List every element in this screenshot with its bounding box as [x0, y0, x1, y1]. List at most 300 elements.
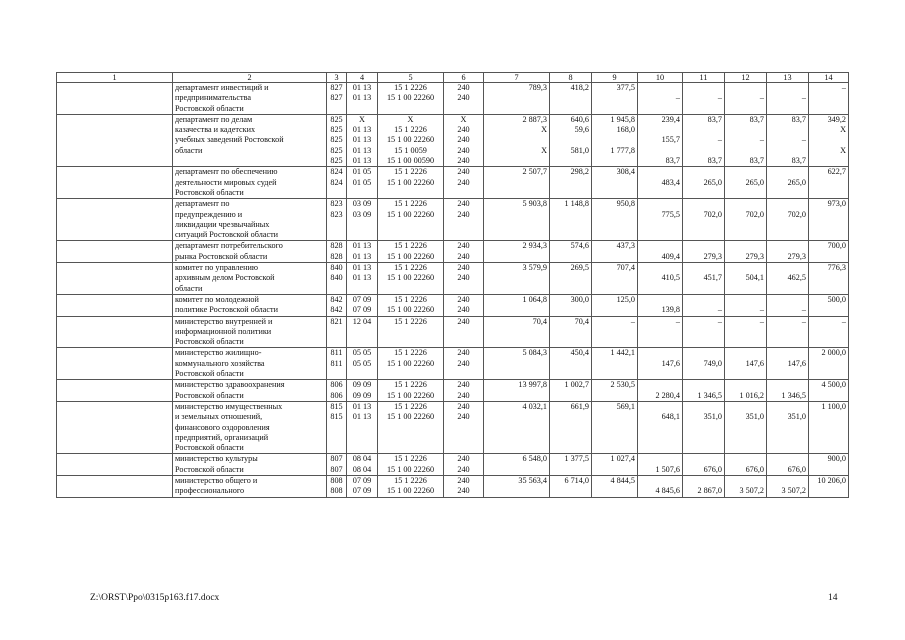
value-2020-cell	[809, 348, 849, 380]
ministry-code-cell	[327, 263, 347, 295]
cell-value: 828	[330, 251, 343, 261]
cell-value: 240	[457, 209, 470, 219]
cell-value: 15 1 2226	[394, 125, 427, 135]
agency-name-line: министерство общего и	[175, 475, 258, 485]
cell-value: 5 084,3	[522, 348, 547, 358]
cell-value: 500,0	[827, 294, 846, 304]
header-cell: 6	[444, 73, 484, 83]
cell-value: 240	[457, 177, 470, 187]
agency-name-line: Ростовской области	[175, 103, 244, 113]
cell-value	[811, 135, 846, 145]
cell-value: 01 13	[352, 273, 372, 283]
cell-value	[486, 135, 547, 145]
value-2015-cell	[592, 348, 638, 380]
cell-value: 59,6	[574, 125, 589, 135]
cell-value: 6 714,0	[564, 475, 589, 485]
cell-value: 240	[457, 83, 470, 92]
section-code-cell	[347, 380, 378, 402]
agency-name-line: учебных заведений Ростовской	[175, 135, 284, 145]
cell-value: 240	[457, 305, 470, 315]
cell-value: 840	[330, 273, 343, 283]
cell-value: 15 1 00 22260	[386, 390, 435, 400]
cell-value	[640, 199, 680, 209]
value-2019-cell	[767, 263, 809, 295]
value-2018-cell	[725, 167, 767, 199]
cell-value: 351,0	[787, 412, 806, 422]
agency-name-cell	[173, 380, 327, 402]
value-2019-cell	[767, 380, 809, 402]
value-2019-cell	[767, 454, 809, 476]
cell-value: 2 934,3	[522, 241, 547, 251]
value-2016-cell	[638, 114, 683, 166]
value-2020-cell	[809, 401, 849, 453]
ministry-code-cell	[327, 316, 347, 348]
cell-value: 01 13	[352, 251, 372, 261]
ministry-code-cell	[327, 380, 347, 402]
cell-value	[727, 146, 764, 156]
section-code-cell	[347, 83, 378, 115]
target-article-cell	[378, 294, 444, 316]
empty-cell	[57, 454, 173, 476]
expense-type-cell	[444, 380, 484, 402]
agency-name-line: области	[175, 145, 203, 155]
value-2019-cell	[767, 401, 809, 453]
cell-value: 168,0	[616, 125, 635, 135]
cell-value	[685, 476, 722, 486]
cell-value	[486, 156, 547, 166]
value-2019-cell	[767, 241, 809, 263]
cell-value: 139,8	[661, 305, 680, 315]
cell-value: X	[460, 114, 467, 124]
cell-value: 1 507,6	[655, 464, 680, 474]
table-row	[57, 348, 849, 380]
cell-value	[727, 476, 764, 486]
agency-name-line: и земельных отношений,	[175, 412, 263, 422]
ministry-code-cell	[327, 475, 347, 497]
cell-value: 1 346,5	[781, 390, 806, 400]
cell-value: 409,4	[661, 251, 680, 261]
value-2018-cell	[725, 401, 767, 453]
expense-type-cell	[444, 241, 484, 263]
cell-value: 840	[330, 263, 343, 273]
value-2016-cell	[638, 167, 683, 199]
value-2020-cell	[809, 316, 849, 348]
value-2016-cell	[638, 263, 683, 295]
ministry-code-cell	[327, 241, 347, 263]
cell-value: 240	[457, 358, 470, 368]
cell-value: 640,6	[570, 114, 589, 124]
cell-value	[640, 402, 680, 412]
cell-value: 01 13	[352, 156, 372, 166]
section-code-cell	[347, 294, 378, 316]
cell-value	[685, 241, 722, 251]
value-2016-cell	[638, 316, 683, 348]
cell-value: 15 1 00 22260	[386, 93, 435, 103]
agency-name-cell	[173, 241, 327, 263]
cell-value	[727, 263, 764, 273]
cell-value	[769, 146, 806, 156]
table-row	[57, 83, 849, 115]
cell-value: 806	[330, 390, 343, 400]
cell-value: 483,4	[661, 177, 680, 187]
agency-name-line: предупреждению и	[175, 209, 243, 219]
value-2016-cell	[638, 380, 683, 402]
cell-value: 1 148,8	[564, 199, 589, 209]
cell-value: 240	[457, 167, 470, 177]
cell-value: 806	[330, 380, 343, 390]
cell-value: 2 530,5	[610, 380, 635, 390]
cell-value: 15 1 0059	[394, 145, 427, 155]
table-row	[57, 475, 849, 497]
cell-value: 437,3	[616, 241, 635, 251]
cell-value: X	[840, 125, 846, 135]
cell-value: 15 1 2226	[394, 167, 427, 177]
cell-value: 2 867,0	[697, 486, 722, 496]
value-2016-cell	[638, 241, 683, 263]
cell-value: 01 13	[352, 401, 372, 411]
value-2014-cell	[550, 114, 592, 166]
agency-name-cell	[173, 454, 327, 476]
cell-value: 15 1 2226	[394, 348, 427, 358]
cell-value	[769, 125, 806, 135]
cell-value: 01 05	[352, 167, 372, 177]
table-row	[57, 401, 849, 453]
cell-value: 05 05	[352, 348, 372, 358]
cell-value	[594, 156, 635, 166]
value-2017-cell	[683, 263, 725, 295]
value-2017-cell	[683, 316, 725, 348]
ministry-code-cell	[327, 199, 347, 241]
empty-cell	[57, 316, 173, 348]
target-article-cell	[378, 167, 444, 199]
cell-value	[552, 135, 589, 145]
budget-table	[56, 72, 849, 498]
cell-value: 240	[457, 486, 470, 496]
target-article-cell	[378, 316, 444, 348]
section-code-cell	[347, 263, 378, 295]
agency-name-line: коммунального хозяйства	[175, 358, 265, 368]
cell-value	[685, 263, 722, 273]
value-2018-cell	[725, 263, 767, 295]
cell-value: 15 1 00 22260	[386, 358, 435, 368]
ministry-code-cell	[327, 167, 347, 199]
header-cell: 2	[173, 73, 327, 83]
cell-value: 5 903,8	[522, 199, 547, 209]
cell-value: 240	[457, 380, 470, 390]
cell-value: 15 1 00 22260	[386, 305, 435, 315]
agency-name-line: Ростовской области	[175, 337, 244, 347]
cell-value: 15 1 2226	[394, 241, 427, 251]
section-code-cell	[347, 114, 378, 166]
cell-value: 707,4	[616, 263, 635, 273]
cell-value: 83,7	[749, 114, 764, 124]
cell-value: 08 04	[352, 464, 372, 474]
section-code-cell	[347, 454, 378, 476]
cell-value: 900,0	[827, 454, 846, 464]
target-article-cell	[378, 380, 444, 402]
agency-name-cell	[173, 83, 327, 115]
value-2020-cell	[809, 454, 849, 476]
cell-value: 351,0	[703, 412, 722, 422]
cell-value: 6 548,0	[522, 454, 547, 464]
cell-value: 83,7	[791, 114, 806, 124]
cell-value: 410,5	[661, 273, 680, 283]
cell-value	[640, 125, 680, 135]
expense-type-cell	[444, 401, 484, 453]
cell-value	[769, 295, 806, 305]
cell-value: 240	[457, 412, 470, 422]
value-2018-cell	[725, 114, 767, 166]
cell-value: 749,0	[703, 358, 722, 368]
cell-value	[640, 454, 680, 464]
cell-value: –	[759, 93, 764, 103]
header-cell: 10	[638, 73, 683, 83]
cell-value	[727, 295, 764, 305]
value-2015-cell	[592, 294, 638, 316]
empty-cell	[57, 199, 173, 241]
cell-value: 35 563,4	[518, 475, 547, 485]
cell-value: 01 13	[352, 263, 372, 273]
cell-value: 12 04	[352, 316, 372, 326]
cell-value: 70,4	[574, 316, 589, 326]
cell-value: –	[759, 316, 764, 326]
value-2014-cell	[550, 454, 592, 476]
target-article-cell	[378, 263, 444, 295]
cell-value: 01 13	[352, 241, 372, 251]
value-2016-cell	[638, 454, 683, 476]
cell-value: 825	[330, 125, 343, 135]
value-2015-cell	[592, 380, 638, 402]
agency-name-line: финансового оздоровления	[175, 422, 270, 432]
agency-name-line: казачества и кадетских	[175, 125, 256, 135]
cell-value	[685, 83, 722, 93]
cell-value: 240	[457, 401, 470, 411]
header-cell: 12	[725, 73, 767, 83]
cell-value: X	[840, 145, 846, 155]
cell-value: 824	[330, 167, 343, 177]
cell-value: 07 09	[352, 305, 372, 315]
cell-value	[594, 135, 635, 145]
total-value-cell	[484, 83, 550, 115]
agency-name-line: деятельности мировых судей	[175, 177, 277, 187]
cell-value	[685, 125, 722, 135]
cell-value: 240	[457, 125, 470, 135]
cell-value	[727, 348, 764, 358]
cell-value: 240	[457, 273, 470, 283]
cell-value: 4 500,0	[821, 380, 846, 390]
expense-type-cell	[444, 263, 484, 295]
cell-value: 4 032,1	[522, 401, 547, 411]
cell-value: –	[801, 316, 806, 326]
cell-value: –	[717, 305, 722, 315]
cell-value: 776,3	[827, 263, 846, 273]
empty-cell	[57, 263, 173, 295]
value-2014-cell	[550, 167, 592, 199]
cell-value	[769, 263, 806, 273]
cell-value: 842	[330, 294, 343, 304]
cell-value: –	[717, 135, 722, 145]
cell-value	[727, 167, 764, 177]
cell-value	[640, 348, 680, 358]
cell-value	[769, 454, 806, 464]
cell-value	[640, 295, 680, 305]
cell-value: 824	[330, 177, 343, 187]
expense-type-cell	[444, 294, 484, 316]
agency-name-cell	[173, 348, 327, 380]
cell-value: 1 002,7	[564, 380, 589, 390]
cell-value: 01 13	[352, 83, 372, 92]
cell-value: 279,3	[787, 251, 806, 261]
cell-value: 01 13	[352, 93, 372, 103]
cell-value	[640, 83, 680, 93]
cell-value: –	[759, 305, 764, 315]
cell-value: 821	[330, 316, 343, 326]
table-row	[57, 199, 849, 241]
agency-name-line: ситуаций Ростовской области	[175, 230, 279, 240]
cell-value: 240	[457, 251, 470, 261]
cell-value: 15 1 00 00590	[386, 156, 435, 166]
cell-value: 808	[330, 475, 343, 485]
cell-value: X	[407, 114, 414, 124]
cell-value: 03 09	[352, 209, 372, 219]
cell-value: 09 09	[352, 390, 372, 400]
value-2015-cell	[592, 199, 638, 241]
cell-value: 1 016,2	[739, 390, 764, 400]
cell-value: 676,0	[787, 464, 806, 474]
value-2019-cell	[767, 294, 809, 316]
cell-value: 808	[330, 486, 343, 496]
value-2015-cell	[592, 316, 638, 348]
cell-value: 3 507,2	[781, 486, 806, 496]
table-row	[57, 114, 849, 166]
cell-value	[727, 83, 764, 93]
cell-value	[727, 199, 764, 209]
cell-value: 298,2	[570, 167, 589, 177]
cell-value: 239,4	[661, 114, 680, 124]
value-2018-cell	[725, 380, 767, 402]
cell-value: –	[675, 93, 680, 103]
cell-value: 676,0	[745, 464, 764, 474]
header-cell: 8	[550, 73, 592, 83]
cell-value: 07 09	[352, 475, 372, 485]
cell-value: 450,4	[570, 348, 589, 358]
cell-value: 155,7	[661, 135, 680, 145]
empty-cell	[57, 114, 173, 166]
cell-value: 147,6	[787, 358, 806, 368]
header-cell: 13	[767, 73, 809, 83]
ministry-code-cell	[327, 114, 347, 166]
cell-value	[769, 348, 806, 358]
expense-type-cell	[444, 454, 484, 476]
agency-name-cell	[173, 475, 327, 497]
empty-cell	[57, 348, 173, 380]
total-value-cell	[484, 294, 550, 316]
cell-value: 83,7	[749, 156, 764, 166]
agency-name-line: профессионального	[175, 486, 245, 496]
cell-value: 2 280,4	[655, 390, 680, 400]
cell-value: 1 100,0	[821, 401, 846, 411]
cell-value: 70,4	[532, 316, 547, 326]
value-2018-cell	[725, 475, 767, 497]
cell-value: –	[717, 316, 722, 326]
cell-value: 807	[330, 454, 343, 464]
target-article-cell	[378, 348, 444, 380]
value-2020-cell	[809, 114, 849, 166]
cell-value: 462,5	[787, 273, 806, 283]
cell-value: 15 1 00 22260	[386, 251, 435, 261]
expense-type-cell	[444, 83, 484, 115]
ministry-code-cell	[327, 348, 347, 380]
agency-name-line: рынка Ростовской области	[175, 251, 268, 261]
cell-value: 827	[330, 83, 343, 92]
cell-value: 03 09	[352, 199, 372, 209]
cell-value: 07 09	[352, 294, 372, 304]
cell-value: X	[541, 125, 547, 135]
cell-value	[640, 146, 680, 156]
cell-value	[769, 199, 806, 209]
agency-name-line: предприятий, организаций	[175, 432, 269, 442]
cell-value: X	[359, 114, 365, 124]
cell-value: 581,0	[570, 145, 589, 155]
value-2019-cell	[767, 348, 809, 380]
expense-type-cell	[444, 348, 484, 380]
cell-value: –	[675, 316, 680, 326]
agency-name-line: департамент по	[175, 199, 230, 209]
value-2020-cell	[809, 167, 849, 199]
cell-value: –	[841, 316, 846, 326]
value-2018-cell	[725, 316, 767, 348]
cell-value	[769, 476, 806, 486]
agency-name-line: Ростовской области	[175, 443, 244, 453]
agency-name-line: предпринимательства	[175, 93, 251, 103]
header-cell: 1	[57, 73, 173, 83]
cell-value: 2 887,3	[522, 114, 547, 124]
cell-value: 2 507,7	[522, 167, 547, 177]
cell-value: 15 1 00 22260	[386, 464, 435, 474]
cell-value: 240	[457, 348, 470, 358]
value-2020-cell	[809, 294, 849, 316]
agency-name-line: политике Ростовской области	[175, 305, 278, 315]
cell-value	[769, 380, 806, 390]
total-value-cell	[484, 380, 550, 402]
cell-value: 240	[457, 475, 470, 485]
cell-value: 240	[457, 316, 470, 326]
cell-value	[727, 380, 764, 390]
cell-value: 827	[330, 93, 343, 103]
value-2014-cell	[550, 316, 592, 348]
value-2015-cell	[592, 83, 638, 115]
cell-value: 1 442,1	[610, 348, 635, 358]
cell-value: 3 507,2	[739, 486, 764, 496]
value-2017-cell	[683, 348, 725, 380]
cell-value: 240	[457, 294, 470, 304]
cell-value: 09 09	[352, 380, 372, 390]
cell-value: 15 1 00 22260	[386, 135, 435, 145]
cell-value: 3 579,9	[522, 263, 547, 273]
cell-value: 83,7	[791, 156, 806, 166]
cell-value: 4 844,5	[610, 475, 635, 485]
expense-type-cell	[444, 167, 484, 199]
empty-cell	[57, 241, 173, 263]
cell-value: 789,3	[528, 83, 547, 92]
cell-value: 1 777,8	[610, 145, 635, 155]
cell-value: 775,5	[661, 209, 680, 219]
agency-name-line: области	[175, 283, 203, 293]
header-cell: 11	[683, 73, 725, 83]
cell-value: 265,0	[745, 177, 764, 187]
cell-value: 15 1 2226	[394, 316, 427, 326]
cell-value: 1 377,5	[564, 454, 589, 464]
